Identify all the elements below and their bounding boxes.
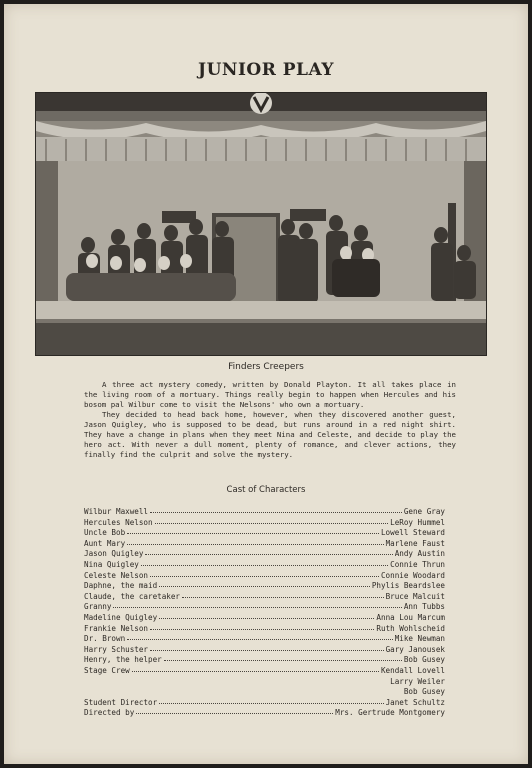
cast-actor: Mrs. Gertrude Montgomery <box>335 708 445 718</box>
cast-row-continued <box>84 677 445 688</box>
synopsis-paragraph-2: They decided to head back home, however, when they discovered another guest, Jason Quigley, who is supposed to be dead, but runs around in a red night shirt. They have a change in plans when they meet Nina and Celeste, and decide to play the hero act. With never a dull moment, plenty of romance, and clever actions, they finally find the culprit and solve the mystery. <box>84 410 456 459</box>
dot-leader <box>182 591 384 598</box>
dot-leader <box>127 633 393 640</box>
cast-role: Uncle Bob <box>84 528 126 538</box>
cast-actor: Anna Lou Marcum <box>376 612 445 622</box>
cast-actor: Marlene Faust <box>385 538 445 548</box>
yearbook-page <box>4 4 528 764</box>
dot-leader <box>132 665 379 672</box>
cast-actor: Larry Weiler <box>390 676 445 686</box>
dot-leader <box>136 707 333 714</box>
stage-photo-drawing <box>36 93 486 355</box>
cast-actor: Lowell Steward <box>380 528 445 538</box>
dot-leader <box>141 559 388 566</box>
cast-actor: Kendall Lovell <box>380 665 445 675</box>
cast-row <box>84 666 445 677</box>
cast-role: Daphne, the maid <box>84 581 158 591</box>
cast-actor: LeRoy Hummel <box>390 517 445 527</box>
cast-role: Frankie Nelson <box>84 623 149 633</box>
cast-role: Dr. Brown <box>84 634 126 644</box>
cast-actor: Ruth Wohlscheid <box>376 623 445 633</box>
cast-role: Stage Crew <box>84 665 130 675</box>
dot-leader <box>155 517 389 524</box>
stage-photo <box>35 92 487 356</box>
cast-actor: Gary Janousek <box>385 644 445 654</box>
cast-role: Hercules Nelson <box>84 517 153 527</box>
cast-role: Henry, the helper <box>84 655 162 665</box>
cast-actor: Bruce Malcuit <box>385 591 445 601</box>
cast-role: Nina Quigley <box>84 559 139 569</box>
dot-leader <box>127 527 379 534</box>
cast-actor: Janet Schultz <box>385 697 445 707</box>
dot-leader <box>150 644 384 651</box>
cast-role: Harry Schuster <box>84 644 149 654</box>
dot-leader <box>150 623 374 630</box>
cast-list <box>84 507 445 719</box>
dot-leader <box>127 538 383 545</box>
cast-heading: Cast of Characters <box>226 485 306 495</box>
dot-leader <box>113 601 401 608</box>
cast-role: Claude, the caretaker <box>84 591 181 601</box>
synopsis <box>84 380 456 460</box>
dot-leader <box>159 697 383 704</box>
cast-role: Aunt Mary <box>84 538 126 548</box>
dot-leader <box>159 580 370 587</box>
dot-leader <box>150 506 402 513</box>
cast-actor: Bob Gusey <box>403 687 445 697</box>
dot-leader <box>164 654 402 661</box>
cast-role: Granny <box>84 602 112 612</box>
cast-actor: Gene Gray <box>403 507 445 516</box>
cast-role: Jason Quigley <box>84 549 144 559</box>
cast-role: Celeste Nelson <box>84 570 149 580</box>
dot-leader <box>150 570 379 577</box>
page-title: JUNIOR PLAY <box>198 60 334 80</box>
cast-actor: Andy Austin <box>394 549 445 559</box>
synopsis-paragraph-1: A three act mystery comedy, written by Donald Playton. It all takes place in the living room of a mortuary. Things really begin to happen when Hercules and his bosom pal Wilbur come to visit the Nelsons' who own a mortuary. <box>84 380 456 409</box>
cast-role: Wilbur Maxwell <box>84 507 149 516</box>
cast-actor: Connie Woodard <box>380 570 445 580</box>
cast-actor: Mike Newman <box>394 634 445 644</box>
cast-role: Student Director <box>84 697 158 707</box>
dot-leader <box>159 612 374 619</box>
cast-role: Directed by <box>84 708 135 718</box>
play-title-caption: Finders Creepers <box>228 362 304 372</box>
cast-role: Madeline Quigley <box>84 612 158 622</box>
cast-actor: Connie Thrun <box>390 559 445 569</box>
cast-row <box>84 708 445 719</box>
cast-actor: Bob Gusey <box>403 655 445 665</box>
cast-actor: Phylis Beardslee <box>371 581 445 591</box>
cast-actor: Ann Tubbs <box>403 602 445 612</box>
dot-leader <box>145 548 392 555</box>
